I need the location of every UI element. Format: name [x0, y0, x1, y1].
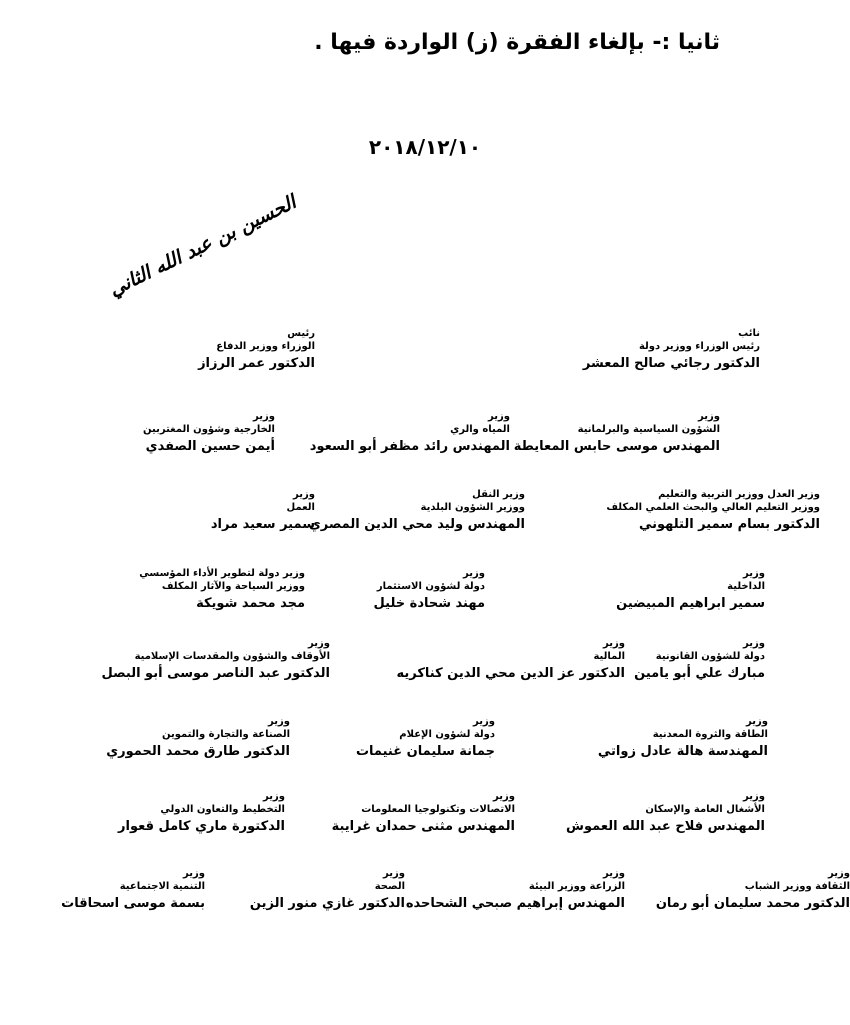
minister-title: وزير	[263, 791, 285, 802]
minister-name: سمير سعيد مراد	[210, 517, 315, 532]
minister-title: ووزير التعليم العالي والبحث العلمي المكلف	[606, 502, 820, 513]
minister-title: الصناعة والتجارة والتموين	[161, 729, 290, 740]
minister-block	[0, 410, 275, 455]
minister-title: ووزير السياحة والآثار المكلف	[161, 581, 305, 592]
minister-title: وزير	[308, 638, 330, 649]
minister-block	[45, 867, 205, 912]
minister-title: المياه والري	[450, 424, 510, 435]
minister-title: الأوقاف والشؤون والمقدسات الإسلامية	[134, 651, 330, 662]
minister-title: نائب	[738, 328, 760, 339]
minister-name: المهندس موسى حابس المعايطة	[513, 439, 720, 454]
minister-name: المهندس مثنى حمدان غرايبة	[331, 819, 515, 834]
minister-name: سمير ابراهيم المبيضين	[616, 596, 765, 611]
minister-title: رئيس	[287, 328, 315, 339]
minister-name: الدكتور غازي منور الزين	[249, 896, 405, 911]
minister-title: الخارجية وشؤون المغتربين	[143, 424, 275, 435]
minister-block	[465, 567, 765, 612]
minister-name: المهندس فلاح عبد الله العموش	[566, 819, 765, 834]
minister-title: الطاقة والثروة المعدنية	[652, 729, 768, 740]
minister-title: الوزراء ووزير الدفاع	[216, 341, 315, 352]
minister-title: وزير	[463, 568, 485, 579]
minister-name: المهندس إبراهيم صبحي الشحاحده	[405, 896, 625, 911]
minister-name: جمانة سليمان غنيمات	[355, 744, 495, 759]
minister-name: مبارك علي أبو يامين	[634, 666, 765, 681]
minister-block	[640, 867, 850, 912]
minister-title: الأشغال العامة والإسكان	[645, 804, 765, 815]
minister-name: المهندسة هالة عادل زواتي	[597, 744, 768, 759]
minister-title: الداخلية	[727, 581, 765, 592]
minister-name: الدكتور محمد سليمان أبو رمان	[655, 896, 850, 911]
minister-title: الشؤون السياسية والبرلمانية	[577, 424, 720, 435]
minister-block	[468, 715, 768, 760]
minister-name: الدكتور بسام سمير التلهوني	[638, 517, 820, 532]
minister-block	[15, 327, 315, 372]
minister-title: وزير	[473, 716, 495, 727]
minister-title: وزير	[268, 716, 290, 727]
minister-title: وزير	[488, 411, 510, 422]
minister-title: وزير	[603, 868, 625, 879]
minister-title: وزير	[293, 489, 315, 500]
minister-title: وزير	[743, 791, 765, 802]
minister-block	[225, 867, 405, 912]
minister-block	[15, 488, 315, 533]
minister-title: التنمية الاجتماعية	[119, 881, 205, 892]
minister-title: وزير	[493, 791, 515, 802]
minister-block	[405, 867, 625, 912]
minister-title: وزير	[603, 638, 625, 649]
minister-title: المالية	[593, 651, 625, 662]
minister-name: الدكتور عز الدين محي الدين كناكريه	[396, 666, 625, 681]
minister-name: بسمة موسى اسحاقات	[61, 896, 205, 911]
minister-name: مجد محمد شويكة	[196, 596, 305, 611]
minister-name: مهند شحادة خليل	[373, 596, 485, 611]
minister-title: وزير	[383, 868, 405, 879]
minister-title: وزير	[746, 716, 768, 727]
minister-block	[0, 790, 285, 835]
minister-block	[460, 327, 760, 372]
minister-title: وزير	[743, 568, 765, 579]
minister-title: وزير	[183, 868, 205, 879]
minister-title: وزير النقل	[472, 489, 525, 500]
minister-block	[5, 567, 305, 612]
decree-clause-text: ثانيا :- بإلغاء الفقرة (ز) الواردة فيها .	[314, 30, 720, 55]
minister-title: الثقافة ووزير الشباب	[744, 881, 850, 892]
minister-title: وزير العدل ووزير التربية والتعليم	[658, 489, 820, 500]
minister-name: أيمن حسين الصفدي	[145, 439, 275, 454]
minister-title: وزير	[828, 868, 850, 879]
royal-signature: الحسين بن عبد الله الثاني	[105, 191, 300, 301]
minister-title: وزير	[253, 411, 275, 422]
minister-title: دولة للشؤون القانونية	[655, 651, 765, 662]
minister-name: الدكتور عمر الرزاز	[198, 356, 315, 371]
minister-block	[520, 488, 820, 533]
minister-title: وزير	[743, 638, 765, 649]
minister-title: رئيس الوزراء ووزير دولة	[638, 341, 760, 352]
minister-block	[0, 715, 290, 760]
minister-name: الدكتورة ماري كامل قعوار	[118, 819, 285, 834]
minister-title: وزير دولة لتطوير الأداء المؤسسي	[139, 568, 305, 579]
minister-title: العمل	[286, 502, 315, 513]
minister-title: دولة لشؤون الاستثمار	[376, 581, 485, 592]
minister-block	[30, 637, 330, 682]
minister-title: دولة لشؤون الإعلام	[399, 729, 495, 740]
minister-title: وزير	[698, 411, 720, 422]
minister-name: الدكتور عبد الناصر موسى أبو البصل	[101, 666, 330, 681]
minister-name: المهندس وليد محي الدين المصري	[308, 517, 525, 532]
minister-title: التخطيط والتعاون الدولي	[160, 804, 285, 815]
minister-title: الزراعة ووزير البيئة	[528, 881, 625, 892]
minister-title: ووزير الشؤون البلدية	[420, 502, 525, 513]
minister-title: الاتصالات وتكنولوجيا المعلومات	[361, 804, 515, 815]
minister-name: الدكتور طارق محمد الحموري	[106, 744, 290, 759]
minister-title: الصحة	[374, 881, 405, 892]
minister-name: الدكتور رجائي صالح المعشر	[582, 356, 760, 371]
decree-date: ٢٠١٨/١٢/١٠	[368, 135, 482, 159]
minister-name: المهندس رائد مظفر أبو السعود	[309, 439, 510, 454]
minister-block	[325, 637, 625, 682]
